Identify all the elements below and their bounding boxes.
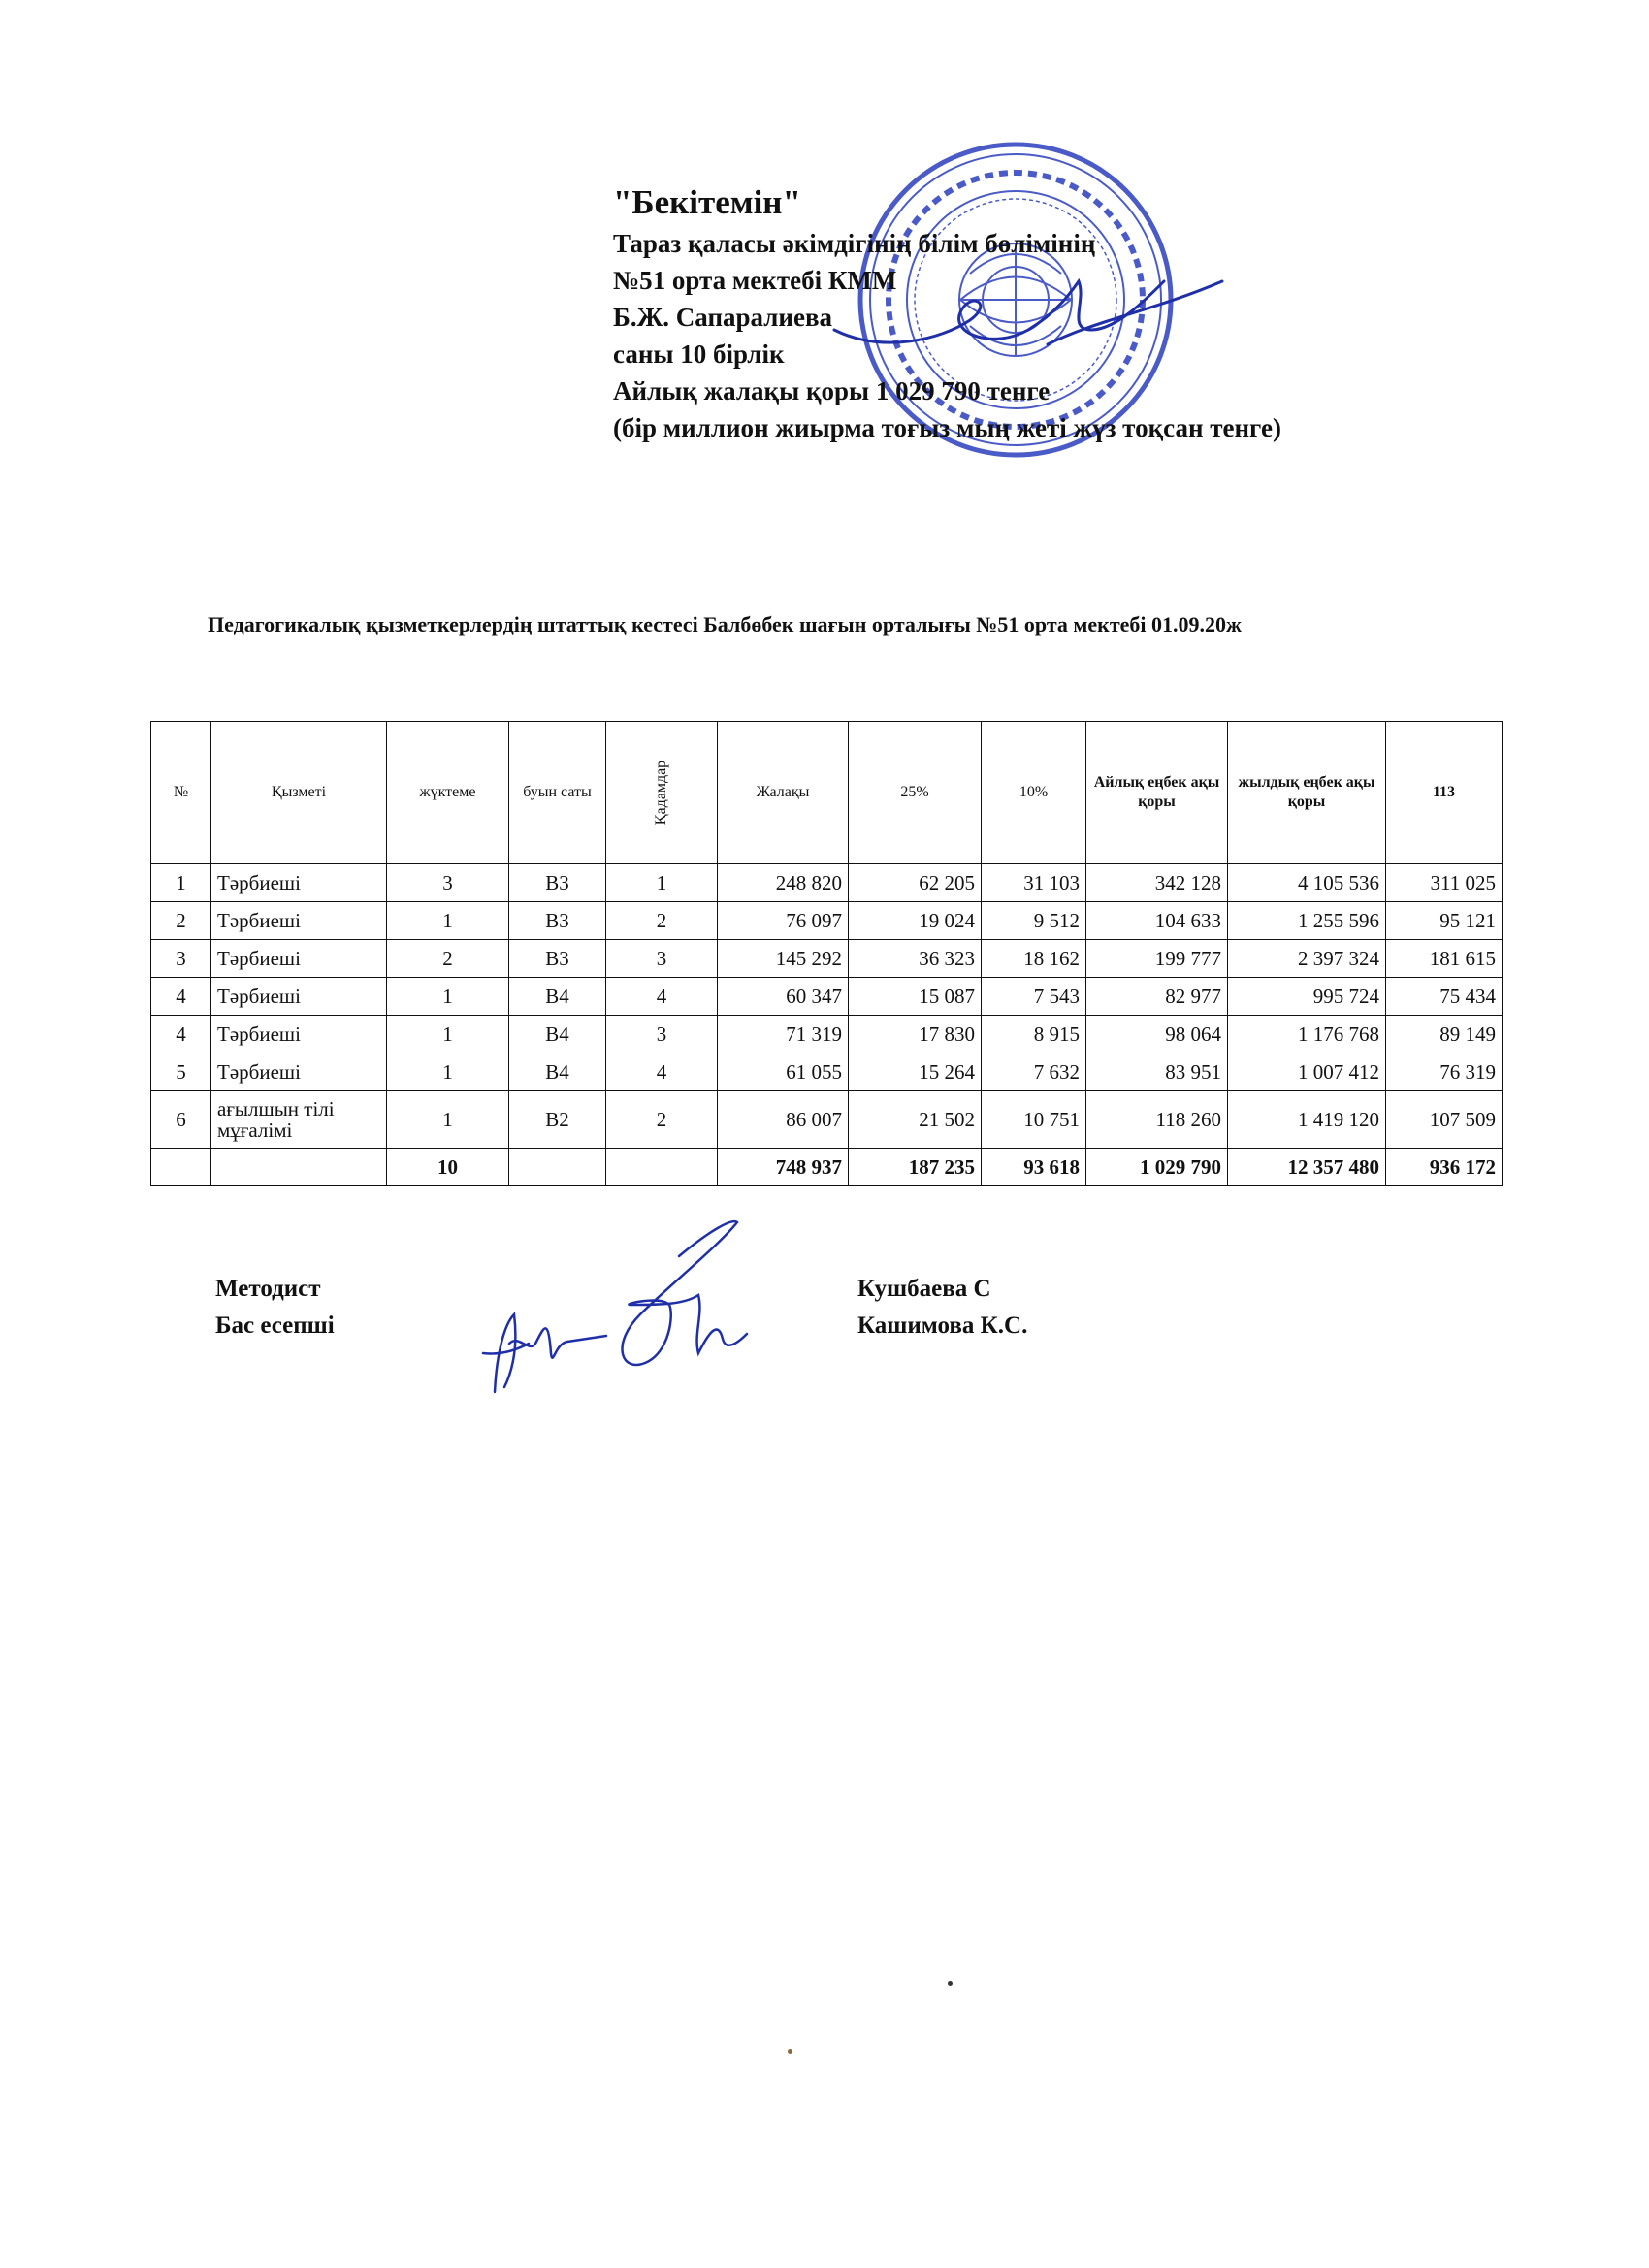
total-cell-monthly-fund: 1 029 790: [1086, 1149, 1228, 1186]
header-113: 113: [1386, 722, 1503, 864]
header-monthly-fund: Айлық еңбек ақы қоры: [1086, 722, 1228, 864]
table-total-row: [151, 1149, 1503, 1186]
header-salary: Жалақы: [718, 722, 849, 864]
cell-grade: В4: [509, 1053, 606, 1091]
cell-113: 95 121: [1386, 902, 1503, 940]
cell-grade: В3: [509, 864, 606, 902]
table-row: [151, 940, 1503, 978]
cell-number: 3: [151, 940, 211, 978]
table-row: [151, 1016, 1503, 1053]
cell-number: 1: [151, 864, 211, 902]
header-annual-fund: жылдық еңбек ақы қоры: [1228, 722, 1386, 864]
cell-annual-fund: 1 007 412: [1228, 1053, 1386, 1091]
cell-grade: В2: [509, 1091, 606, 1149]
cell-monthly-fund: 199 777: [1086, 940, 1228, 978]
cell-annual-fund: 1 255 596: [1228, 902, 1386, 940]
cell-10-percent: 18 162: [982, 940, 1086, 978]
header-steps-label: Қадамдар: [652, 760, 669, 826]
cell-steps: 3: [606, 940, 718, 978]
total-cell-113: 936 172: [1386, 1149, 1503, 1186]
cell-113: 107 509: [1386, 1091, 1503, 1149]
cell-monthly-fund: 83 951: [1086, 1053, 1228, 1091]
cell-monthly-fund: 82 977: [1086, 978, 1228, 1016]
cell-steps: 4: [606, 1053, 718, 1091]
cell-10-percent: 31 103: [982, 864, 1086, 902]
total-cell-position: [211, 1149, 387, 1186]
cell-workload: 1: [387, 902, 509, 940]
cell-grade: В3: [509, 940, 606, 978]
cell-25-percent: 15 264: [849, 1053, 982, 1091]
cell-number: 5: [151, 1053, 211, 1091]
approval-line-director: Б.Ж. Сапаралиева: [613, 303, 833, 332]
cell-annual-fund: 1 176 768: [1228, 1016, 1386, 1053]
cell-salary: 60 347: [718, 978, 849, 1016]
cell-113: 89 149: [1386, 1016, 1503, 1053]
approval-line-staff-count: саны 10 бірлік: [613, 340, 785, 369]
header-position: Қызметі: [211, 722, 387, 864]
table-row: [151, 1091, 1503, 1149]
cell-monthly-fund: 98 064: [1086, 1016, 1228, 1053]
approval-line-monthly-fund: Айлық жалақы қоры 1 029 790 тенге: [613, 376, 1051, 405]
cell-steps: 4: [606, 978, 718, 1016]
cell-position: Тәрбиеші: [211, 902, 387, 940]
cell-25-percent: 15 087: [849, 978, 982, 1016]
cell-113: 75 434: [1386, 978, 1503, 1016]
cell-position: Тәрбиеші: [211, 864, 387, 902]
cell-salary: 248 820: [718, 864, 849, 902]
cell-position: Тәрбиеші: [211, 1016, 387, 1053]
signature-name-methodist: Кушбаева С: [857, 1276, 991, 1302]
cell-113: 311 025: [1386, 864, 1503, 902]
cell-10-percent: 8 915: [982, 1016, 1086, 1053]
table-header-row: [151, 722, 1503, 864]
cell-25-percent: 62 205: [849, 864, 982, 902]
table-row: [151, 902, 1503, 940]
cell-grade: В4: [509, 978, 606, 1016]
director-signature: [824, 262, 1232, 378]
cell-steps: 1: [606, 864, 718, 902]
cell-10-percent: 7 543: [982, 978, 1086, 1016]
cell-workload: 1: [387, 1091, 509, 1149]
cell-25-percent: 36 323: [849, 940, 982, 978]
header-25-percent: 25%: [849, 722, 982, 864]
cell-annual-fund: 1 419 120: [1228, 1091, 1386, 1149]
cell-10-percent: 9 512: [982, 902, 1086, 940]
cell-monthly-fund: 104 633: [1086, 902, 1228, 940]
cell-workload: 1: [387, 978, 509, 1016]
table-row: [151, 978, 1503, 1016]
signature-role-methodist: Методист: [215, 1276, 321, 1302]
cell-monthly-fund: 118 260: [1086, 1091, 1228, 1149]
cell-position: Тәрбиеші: [211, 1053, 387, 1091]
cell-monthly-fund: 342 128: [1086, 864, 1228, 902]
cell-annual-fund: 4 105 536: [1228, 864, 1386, 902]
cell-workload: 1: [387, 1016, 509, 1053]
cell-steps: 3: [606, 1016, 718, 1053]
staff-table: [150, 721, 1503, 1186]
table-row: [151, 864, 1503, 902]
table-row: [151, 1053, 1503, 1091]
total-cell-10-percent: 93 618: [982, 1149, 1086, 1186]
cell-workload: 3: [387, 864, 509, 902]
cell-number: 2: [151, 902, 211, 940]
cell-number: 4: [151, 1016, 211, 1053]
cell-25-percent: 21 502: [849, 1091, 982, 1149]
cell-position: Тәрбиеші: [211, 978, 387, 1016]
cell-10-percent: 10 751: [982, 1091, 1086, 1149]
cell-salary: 76 097: [718, 902, 849, 940]
cell-position: ағылшын тілі мұғалімі: [211, 1091, 387, 1149]
cell-position: Тәрбиеші: [211, 940, 387, 978]
header-workload: жүктеме: [387, 722, 509, 864]
cell-25-percent: 17 830: [849, 1016, 982, 1053]
cell-salary: 71 319: [718, 1016, 849, 1053]
cell-workload: 2: [387, 940, 509, 978]
total-cell-number: [151, 1149, 211, 1186]
approval-line-amount-words: (бір миллион жиырма тоғыз мың жеті жүз тоқсан тенге): [613, 413, 1281, 442]
scan-speck: [948, 1981, 953, 1986]
cell-113: 181 615: [1386, 940, 1503, 978]
scan-speck: [788, 2049, 792, 2054]
cell-annual-fund: 2 397 324: [1228, 940, 1386, 978]
approval-line-school: №51 орта мектебі КММ: [613, 266, 897, 295]
header-grade: буын саты: [509, 722, 606, 864]
cell-113: 76 319: [1386, 1053, 1503, 1091]
cell-number: 6: [151, 1091, 211, 1149]
approval-line-department: Тараз қаласы әкімдігінің білім бөлімінің: [613, 229, 1096, 258]
header-number: №: [151, 722, 211, 864]
cell-steps: 2: [606, 1091, 718, 1149]
cell-salary: 145 292: [718, 940, 849, 978]
total-cell-salary: 748 937: [718, 1149, 849, 1186]
approval-heading: "Бекітемін": [613, 183, 801, 221]
cell-workload: 1: [387, 1053, 509, 1091]
signature-name-accountant: Кашимова К.С.: [857, 1312, 1028, 1339]
header-steps: [606, 722, 718, 864]
cell-salary: 86 007: [718, 1091, 849, 1149]
document-title: Педагогикалық қызметкерлердің штаттық кестесі Балбөбек шағын орталығы №51 орта мектебі 01.09.20ж: [208, 612, 1242, 636]
total-cell-grade: [509, 1149, 606, 1186]
total-cell-steps: [606, 1149, 718, 1186]
cell-number: 4: [151, 978, 211, 1016]
cell-10-percent: 7 632: [982, 1053, 1086, 1091]
total-cell-workload: 10: [387, 1149, 509, 1186]
total-cell-annual-fund: 12 357 480: [1228, 1149, 1386, 1186]
header-10-percent: 10%: [982, 722, 1086, 864]
cell-grade: В4: [509, 1016, 606, 1053]
cell-annual-fund: 995 724: [1228, 978, 1386, 1016]
signature-role-accountant: Бас есепші: [215, 1312, 335, 1339]
cell-25-percent: 19 024: [849, 902, 982, 940]
handwritten-signatures: [475, 1208, 805, 1402]
total-cell-25-percent: 187 235: [849, 1149, 982, 1186]
cell-steps: 2: [606, 902, 718, 940]
cell-salary: 61 055: [718, 1053, 849, 1091]
cell-grade: В3: [509, 902, 606, 940]
